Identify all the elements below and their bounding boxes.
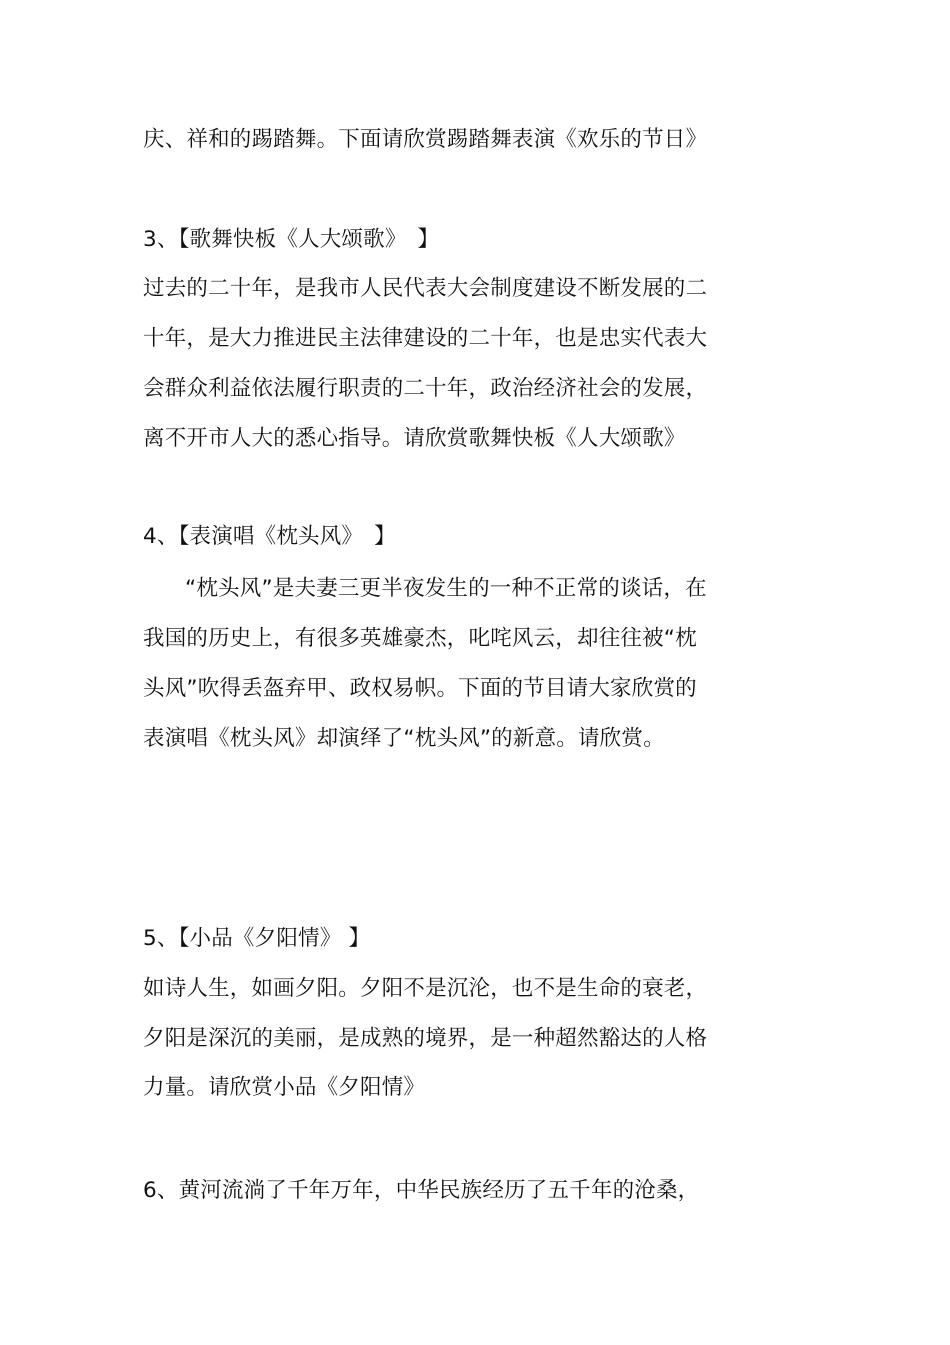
section-heading-6: 6、黄河流淌了千年万年，中华民族经历了五千年的沧桑， xyxy=(143,1178,700,1203)
section-heading-5: 5、【小品《夕阳情》 】 xyxy=(143,926,371,951)
paragraph-line: “枕头风”是夫妻三更半夜发生的一种不正常的谈话，在 xyxy=(185,576,707,601)
paragraph-line: 如诗人生，如画夕阳。夕阳不是沉沦，也不是生命的衰老， xyxy=(143,976,708,1001)
paragraph-line: 头风”吹得丢盔弃甲、政权易帜。下面的节目请大家欣赏的 xyxy=(143,676,697,701)
paragraph-line: 十年，是大力推进民主法律建设的二十年，也是忠实代表大 xyxy=(143,326,708,351)
paragraph-line: 离不开市人大的悉心指导。请欣赏歌舞快板《人大颂歌》 xyxy=(143,426,686,451)
section-heading-4: 4、【表演唱《枕头风》 】 xyxy=(143,524,396,549)
paragraph-line: 夕阳是深沉的美丽，是成熟的境界，是一种超然豁达的人格 xyxy=(143,1026,708,1051)
section-heading-3: 3、【歌舞快板《人大颂歌》 】 xyxy=(143,227,440,252)
paragraph-line: 过去的二十年，是我市人民代表大会制度建设不断发展的二 xyxy=(143,276,708,301)
paragraph-line: 我国的历史上，有很多英雄豪杰，叱咤风云，却往往被“枕 xyxy=(143,626,697,651)
paragraph-line: 会群众利益依法履行职责的二十年，政治经济社会的发展， xyxy=(143,376,708,401)
paragraph-line: 表演唱《枕头风》却演绎了“枕头风”的新意。请欣赏。 xyxy=(143,726,665,751)
paragraph-line: 庆、祥和的踢踏舞。下面请欣赏踢踏舞表演《欢乐的节日》 xyxy=(143,127,708,152)
paragraph-line: 力量。请欣赏小品《夕阳情》 xyxy=(143,1075,426,1100)
